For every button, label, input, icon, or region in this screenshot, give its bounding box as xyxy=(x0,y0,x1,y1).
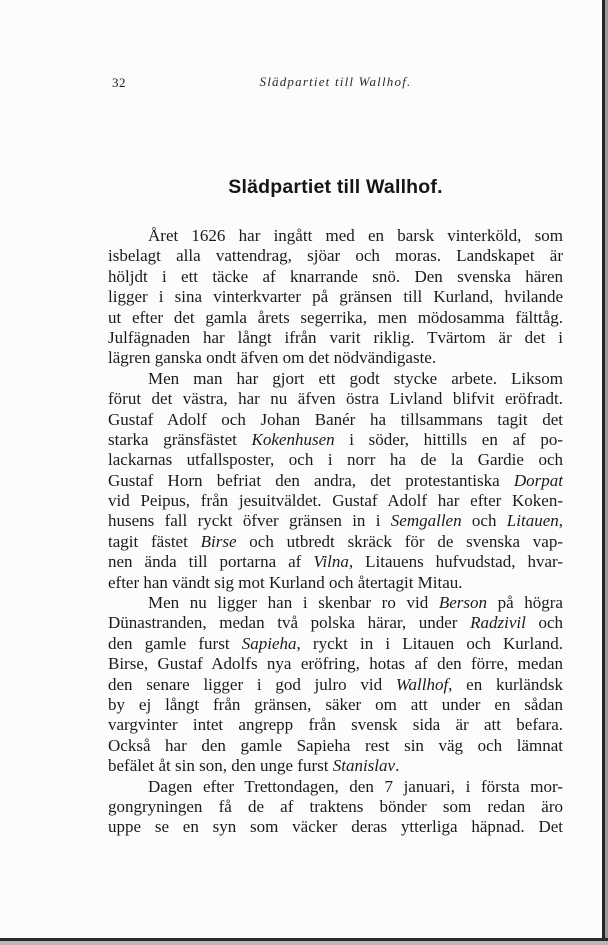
text-segment: och utbredt skräck för de svenska vap- xyxy=(236,531,563,551)
paragraph xyxy=(108,777,563,838)
text-segment: på högra xyxy=(486,593,563,613)
text-line xyxy=(108,797,563,817)
text-line xyxy=(108,410,563,430)
italic-proper-name: Kokenhusen xyxy=(251,429,335,449)
text-segment: by ej långt från gränsen, säker om att under en sådan xyxy=(108,694,563,714)
text-line xyxy=(108,756,563,776)
text-segment: . xyxy=(395,756,400,776)
text-line xyxy=(108,511,563,531)
text-line xyxy=(108,777,563,797)
text-line xyxy=(108,308,563,328)
text-segment: lackarnas utfallsposter, och i norr ha de la Gardie och xyxy=(108,450,563,470)
page-number: 32 xyxy=(112,75,126,90)
text-line xyxy=(108,695,563,715)
italic-proper-name: Stanislav xyxy=(332,756,396,776)
text-line xyxy=(108,450,563,470)
text-segment: Men nu ligger han i skenbar ro vid xyxy=(148,593,439,613)
text-line xyxy=(108,675,563,695)
text-segment: förut det västra, har nu äfven östra Livland blifvit eröfradt. xyxy=(108,389,563,409)
text-segment: Dagen efter Trettondagen, den 7 januari, i första mor- xyxy=(148,776,563,796)
italic-proper-name: Litauen xyxy=(506,511,559,531)
italic-proper-name: Berson xyxy=(438,593,487,613)
text-segment: gongryningen få de af traktens bönder som redan äro xyxy=(108,796,563,816)
text-segment: den senare ligger i god julro vid xyxy=(108,674,396,694)
text-segment: ligger i sina vinterkvarter på gränsen till Kurland, hvilande xyxy=(108,287,563,307)
text-segment: Också har den gamle Sapieha rest sin väg och lämnat xyxy=(108,735,563,755)
text-line xyxy=(108,532,563,552)
text-line xyxy=(108,348,563,368)
text-segment: vid Peipus, från jesuitväldet. Gustaf Adolf har efter Koken- xyxy=(108,491,563,511)
italic-proper-name: Radzivil xyxy=(470,613,526,633)
text-segment: i söder, hittills en af po- xyxy=(334,429,563,449)
text-line xyxy=(108,389,563,409)
italic-proper-name: Wallhof xyxy=(395,674,449,694)
text-line xyxy=(108,736,563,756)
text-segment: ut efter det gamla årets segerrika, men mödosamma fälttåg. xyxy=(108,307,563,327)
text-segment: höljdt i ett täcke af knarrande snö. Den svenska hären xyxy=(108,266,563,286)
chapter-title: Slädpartiet till Wallhof. xyxy=(228,176,443,198)
text-segment: Julfägnaden har långt ifrån varit riklig. Tvärtom är det i xyxy=(108,327,563,347)
paragraph xyxy=(108,369,563,593)
italic-proper-name: Dorpat xyxy=(513,470,563,490)
text-segment: Gustaf Horn befriat den andra, det protestantiska xyxy=(108,470,514,490)
text-line xyxy=(108,430,563,450)
italic-proper-name: Sapieha xyxy=(241,633,297,653)
paragraph xyxy=(108,226,563,369)
text-segment: , ryckt in i Litauen och Kurland. xyxy=(296,633,563,653)
text-segment: befälet åt sin son, den unge furst xyxy=(108,756,333,776)
text-segment: Birse, Gustaf Adolfs nya eröfring, hotas af den förre, medan xyxy=(108,654,563,674)
text-segment: husens fall ryckt öfver gränsen in i xyxy=(108,511,391,531)
text-segment: och xyxy=(525,613,563,633)
text-line xyxy=(108,491,563,511)
text-line xyxy=(108,226,563,246)
text-line xyxy=(108,287,563,307)
text-line xyxy=(108,369,563,389)
text-line xyxy=(108,552,563,572)
text-segment: vargvinter intet angrepp från svensk sida är att befara. xyxy=(108,715,563,735)
text-segment: isbelagt alla vattendrag, sjöar och moras. Landskapet är xyxy=(108,246,563,266)
text-segment: Men man har gjort ett godt stycke arbete. Liksom xyxy=(148,368,563,388)
text-segment: uppe se en syn som väcker deras ytterliga häpnad. Det xyxy=(108,817,563,837)
running-header: Slädpartiet till Wallhof. xyxy=(259,74,412,89)
text-line xyxy=(108,328,563,348)
text-line xyxy=(108,471,563,491)
text-line xyxy=(108,593,563,613)
text-segment: Gustaf Adolf och Johan Banér ha tillsammans tagit det xyxy=(108,409,563,429)
body-text xyxy=(108,226,563,838)
text-segment: den gamle furst xyxy=(108,633,242,653)
text-segment: efter han vändt sig mot Kurland och återtagit Mitau. xyxy=(108,572,463,592)
text-line xyxy=(108,654,563,674)
paragraph xyxy=(108,593,563,777)
text-segment: och xyxy=(461,511,507,531)
text-segment: starka gränsfästet xyxy=(108,429,252,449)
scan-edge-bottom-shade xyxy=(0,941,608,945)
text-segment: Året 1626 har ingått med en barsk vinterköld, som xyxy=(148,226,563,245)
text-line xyxy=(108,634,563,654)
text-segment: , en kurländsk xyxy=(448,674,563,694)
text-segment: nen ända till portarna af xyxy=(108,552,314,572)
text-line xyxy=(108,613,563,633)
text-line xyxy=(108,715,563,735)
text-segment: lägren ganska ondt äfven om det nödvändigaste. xyxy=(108,348,437,368)
text-line xyxy=(108,573,563,593)
text-segment: tagit fästet xyxy=(108,531,201,551)
italic-proper-name: Vilna xyxy=(313,552,349,572)
text-segment: , xyxy=(558,511,563,531)
italic-proper-name: Semgallen xyxy=(390,511,462,531)
italic-proper-name: Birse xyxy=(200,531,237,551)
text-line xyxy=(108,817,563,837)
text-line xyxy=(108,267,563,287)
text-segment: Dünastranden, medan två polska härar, under xyxy=(108,613,471,633)
text-segment: , Litauens hufvudstad, hvar- xyxy=(348,552,563,572)
text-line xyxy=(108,246,563,266)
